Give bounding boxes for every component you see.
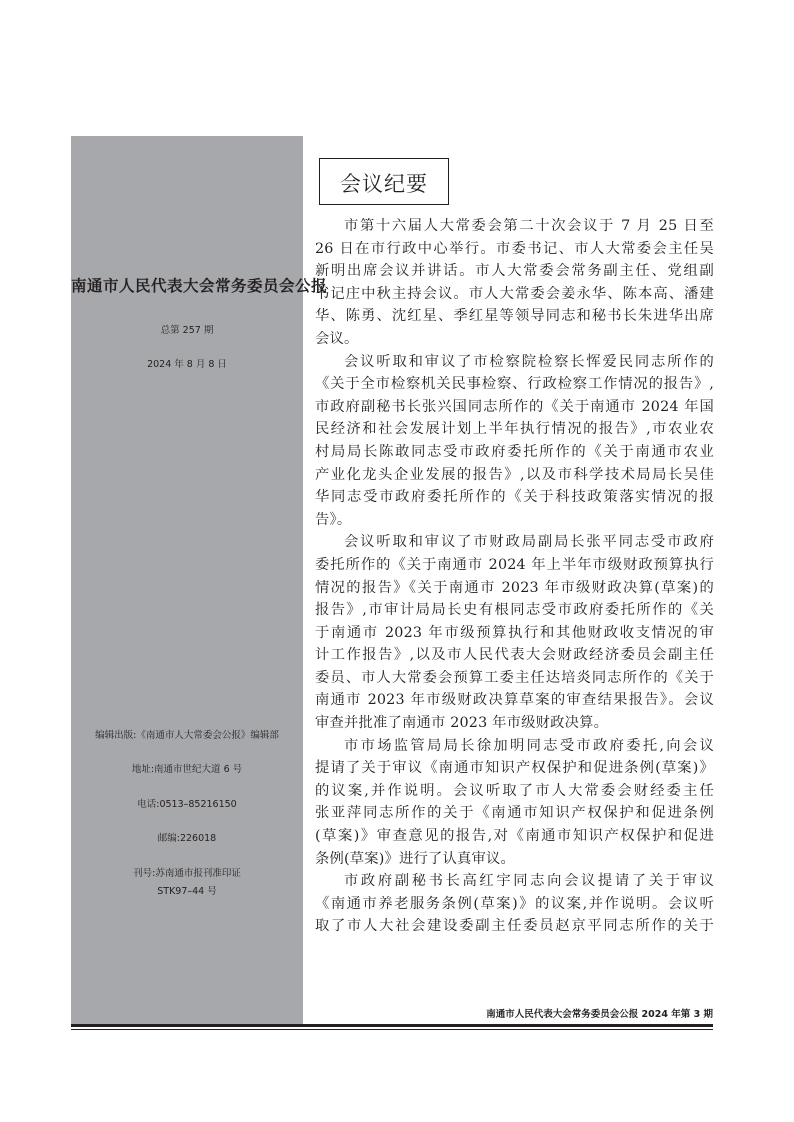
text-line: 计工作报告》,以及市人民代表大会财政经济委员会副主任 [315,647,714,664]
text-line: 张亚萍同志所作的关于《南通市知识产权保护和促进条例 [315,805,714,822]
text-line: 审查并批准了南通市 2023 年市级财政决算。 [315,715,609,732]
text-line: 26 日在市行政中心举行。市委书记、市人大常委会主任吴 [315,240,714,257]
text-line: 市市场监管局局长徐加明同志受市政府委托,向会议 [344,737,714,754]
text-line: 委员、市人大常委会预算工委主任达培炎同志所作的《关于 [315,669,714,686]
text-line: 情况的报告》《关于南通市 2023 年市级财政决算(草案)的 [315,579,714,596]
text-line: 委托所作的《关于南通市 2024 年上半年市级财政预算执行 [315,556,714,573]
text-line: 市第十六届人大常委会第二十次会议于 7 月 25 日至 [344,218,714,234]
text-line: 华同志受市政府委托所作的《关于科技政策落实情况的报 [315,489,714,506]
issue-date: 2024 年 8 月 8 日 [147,359,227,370]
text-line: 条例(草案)》进行了认真审议。 [315,850,516,867]
text-line: 市政府副秘书长高红宇同志向会议提请了关于审议 [344,873,714,890]
text-line: 取了市人大社会建设委副主任委员赵京平同志所作的关于 [315,918,714,935]
text-line: 《南通市养老服务条例(草案)》的议案,并作说明。会议听 [315,895,714,912]
section-title-box [319,158,449,205]
issue-total: 总第 257 期 [160,325,214,336]
text-line: 华、陈勇、沈红星、季红星等领导同志和秘书长朱进华出席 [315,308,714,325]
section-title: 会议纪要 [340,172,428,196]
text-line: 告》。 [315,511,352,528]
phone-info: 电话:0513–85216150 [137,799,237,810]
text-line: 的议案,并作说明。会议听取了市人大常委会财经委主任 [315,782,714,799]
address-info: 地址:南通市世纪大道 6 号 [131,764,243,775]
editor-info: 编辑出版:《南通市人大常委会公报》编辑部 [95,730,279,741]
text-line: 南通市 2023 年市级财政决算草案的审查结果报告》。会议 [315,692,714,709]
text-line: 会议听取和审议了市财政局副局长张平同志受市政府 [344,534,714,551]
permit-line-1: 刊号:苏南通市报刊准印证 [133,868,241,879]
text-line: 民经济和社会发展计划上半年执行情况的报告》,市农业农 [315,421,714,438]
article-body [315,215,714,938]
text-line: 于南通市 2023 年市级预算执行和其他财政收支情况的审 [315,624,714,641]
publication-title: 南通市人民代表大会常务委员会公报 [71,277,328,295]
text-line: 村局局长陈敢同志受市政府委托所作的《关于南通市农业 [315,443,714,460]
text-line: 《关于全市检察机关民事检察、行政检察工作情况的报告》, [315,376,714,393]
text-line: 产业化龙头企业发展的报告》,以及市科学技术局局长吴佳 [315,466,714,483]
permit-line-2: STK97–44 号 [157,886,217,897]
masthead-sidebar [71,136,328,1024]
footer-rule-thin [71,1029,713,1030]
text-line: 提请了关于审议《南通市知识产权保护和促进条例(草案)》 [315,760,714,777]
text-line: 市政府副秘书长张兴国同志所作的《关于南通市 2024 年国 [315,398,714,415]
text-line: 报告》,市审计局局长史有根同志受市政府委托所作的《关 [315,602,714,619]
footer-rule-thick [71,1024,713,1027]
running-footer-title: 南通市人民代表大会常务委员会公报 2024 年第 3 期 [486,1009,713,1020]
text-line: 会议。 [315,330,359,347]
text-line: 新明出席会议并讲话。市人大常委会常务副主任、党组副 [315,263,714,280]
text-line: 书记庄中秋主持会议。市人大常委会姜永华、陈本高、潘建 [315,285,714,302]
text-line: (草案)》审查意见的报告,对《南通市知识产权保护和促进 [315,828,714,845]
text-line: 会议听取和审议了市检察院检察长恽爱民同志所作的 [344,353,714,370]
postcode-info: 邮编:226018 [157,833,217,844]
